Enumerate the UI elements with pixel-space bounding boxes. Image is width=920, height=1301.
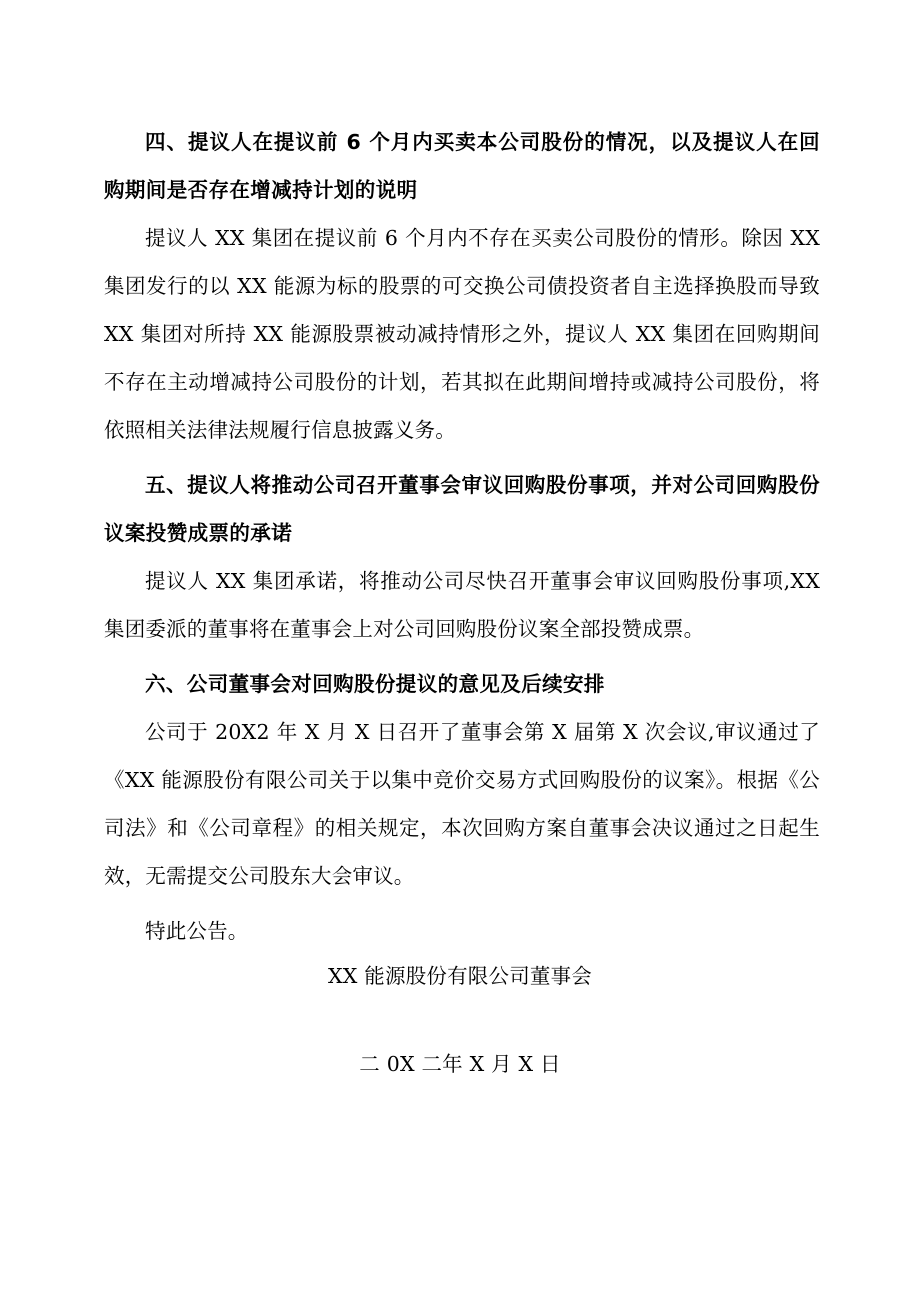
announcement-date: 二 0X 二年 X 月 X 日 bbox=[359, 1052, 561, 1076]
section-5-heading: 五、提议人将推动公司召开董事会审议回购股份事项，并对公司回购股份议案投赞成票的承诺 bbox=[104, 473, 820, 545]
closing-statement: 特此公告。 bbox=[145, 919, 249, 943]
issuer-signature: XX 能源股份有限公司董事会 bbox=[327, 964, 592, 988]
section-5-body: 提议人 XX 集团承诺，将推动公司尽快召开董事会审议回购股份事项,XX 集团委派的董事将在董事会上对公司回购股份议案全部投赞成票。 bbox=[104, 569, 820, 641]
section-4-heading: 四、提议人在提议前 6 个月内买卖本公司股份的情况，以及提议人在回购期间是否存在增减持计划的说明 bbox=[104, 130, 820, 202]
section-spacer bbox=[104, 454, 820, 461]
section-6-body: 公司于 20X2 年 X 月 X 日召开了董事会第 X 届第 X 次会议,审议通过了《XX 能源股份有限公司关于以集中竞价交易方式回购股份的议案》。根据《公司法》和《公司章程》的相关规定，本次回购方案自董事会决议通过之日起生效，无需提交公司股东大会审议。 bbox=[104, 720, 820, 888]
section-spacer bbox=[104, 653, 820, 660]
section-spacer bbox=[104, 900, 820, 907]
document-body bbox=[104, 118, 820, 955]
section-6-heading: 六、公司董事会对回购股份提议的意见及后续安排 bbox=[145, 672, 605, 696]
section-4-body: 提议人 XX 集团在提议前 6 个月内不存在买卖公司股份的情形。除因 XX 集团发行的以 XX 能源为标的股票的可交换公司债投资者自主选择换股而导致 XX 集团对所持 XX 能源股票被动减持情形之外，提议人 XX 集团在回购期间不存在主动增减持公司股份的计划，若其拟在此期间增持或减持公司股份，将依照相关法律法规履行信息披露义务。 bbox=[104, 226, 820, 442]
